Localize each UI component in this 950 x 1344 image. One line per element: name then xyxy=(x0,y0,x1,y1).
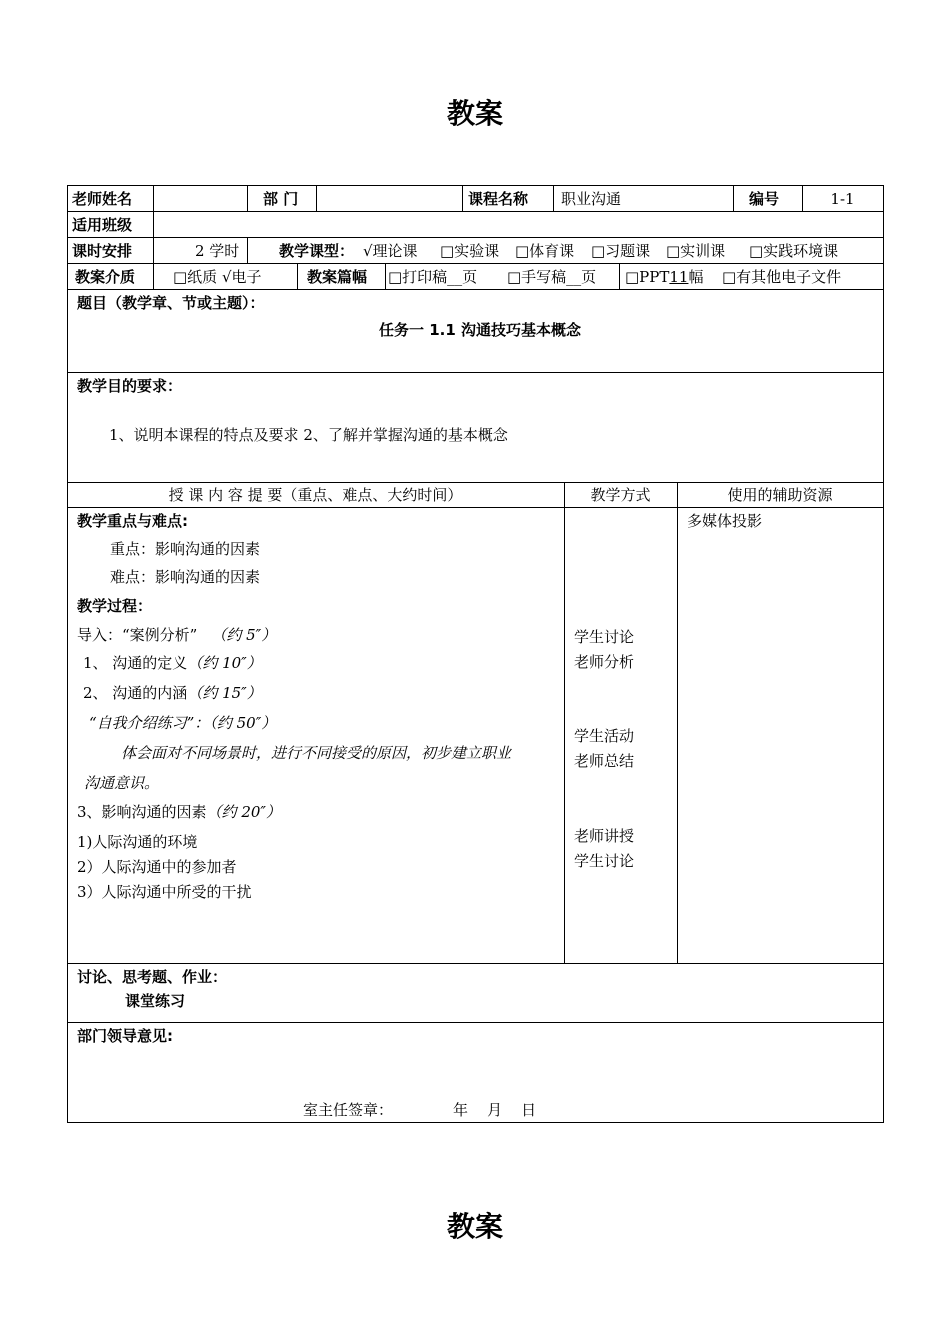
ppt-count-field xyxy=(625,267,703,287)
course-label: 课程名称 xyxy=(468,190,529,208)
exercise-line: “自我介绍练习”：（约 50″） xyxy=(89,714,277,732)
key-points-label: 教学重点与难点: xyxy=(77,512,188,530)
teacher-label: 老师姓名 xyxy=(72,190,133,208)
method-3b: 学生讨论 xyxy=(574,852,635,870)
ppt-count: 11 xyxy=(669,268,689,286)
intro-line xyxy=(77,625,276,645)
ppt-suffix: 幅 xyxy=(688,268,704,286)
class-label: 适用班级 xyxy=(72,216,133,234)
signature-label: 室主任签章： xyxy=(303,1101,394,1119)
exercise-note-1: 体会面对不同场景时，进行不同接受的原因，初步建立职业 xyxy=(121,744,512,762)
next-page-title: 教案 xyxy=(446,1210,503,1243)
type-option-exercise: □习题课 xyxy=(591,242,651,260)
method-2a: 学生活动 xyxy=(574,727,635,745)
number-label: 编号 xyxy=(749,190,780,208)
hours-value: 2 学时 xyxy=(195,242,240,260)
medium-label: 教案介质 xyxy=(75,268,136,286)
signature-date: 年 月 日 xyxy=(453,1101,537,1119)
ppt-prefix: □PPT xyxy=(625,268,670,286)
item1-main: 1、 沟通的定义 xyxy=(83,654,188,672)
key-point: 重点：影响沟通的因素 xyxy=(110,540,261,558)
content-column-header: 授 课 内 容 提 要（重点、难点、大约时间） xyxy=(168,486,463,504)
sub-item-1: 1)人际沟通的环境 xyxy=(77,833,198,851)
dept-label: 部 门 xyxy=(263,190,299,208)
difficult-point: 难点：影响沟通的因素 xyxy=(110,568,261,586)
method-1a: 学生讨论 xyxy=(574,628,635,646)
intro-main: 导入：“案例分析” xyxy=(77,626,198,644)
objectives-label: 教学目的要求： xyxy=(77,377,183,395)
type-option-lab: □实验课 xyxy=(440,242,500,260)
objectives-value: 1、说明本课程的特点及要求 2、了解并掌握沟通的基本概念 xyxy=(109,426,508,444)
course-value: 职业沟通 xyxy=(561,190,622,208)
type-label: 教学课型： xyxy=(279,242,355,260)
item3-main: 3、影响沟通的因素 xyxy=(77,803,207,821)
exercise-note-2: 沟通意识。 xyxy=(84,774,160,792)
item3-time: （约 20″） xyxy=(206,803,282,821)
medium-value: □纸质 √电子 xyxy=(173,268,262,286)
lesson-plan-table xyxy=(67,185,884,1123)
method-3a: 老师讲授 xyxy=(574,827,635,845)
intro-time: （约 5″） xyxy=(211,626,277,644)
hours-label: 课时安排 xyxy=(72,242,133,260)
method-2b: 老师总结 xyxy=(574,752,635,770)
discussion-label: 讨论、思考题、作业： xyxy=(77,968,228,986)
other-files: □有其他电子文件 xyxy=(722,268,842,286)
item1-line xyxy=(83,653,262,673)
item2-time: （约 15″） xyxy=(187,684,262,702)
approval-label: 部门领导意见: xyxy=(77,1027,173,1045)
length-label: 教案篇幅 xyxy=(307,268,368,286)
item1-time: （约 10″） xyxy=(187,654,262,672)
item2-line xyxy=(83,683,262,703)
page-title: 教案 xyxy=(446,97,503,130)
type-option-practice: □实践环境课 xyxy=(749,242,839,260)
type-option-theory: √理论课 xyxy=(363,242,418,260)
sub-item-3: 3）人际沟通中所受的干扰 xyxy=(77,883,252,901)
sub-item-2: 2）人际沟通中的参加者 xyxy=(77,858,237,876)
hand-draft: □手写稿__页 xyxy=(507,268,597,286)
resources-column-header: 使用的辅助资源 xyxy=(727,486,833,504)
type-option-pe: □体育课 xyxy=(515,242,575,260)
method-column-header: 教学方式 xyxy=(590,486,651,504)
item3-line xyxy=(77,802,281,822)
type-option-training: □实训课 xyxy=(666,242,726,260)
number-value: 1-1 xyxy=(830,190,855,208)
item2-main: 2、 沟通的内涵 xyxy=(83,684,188,702)
topic-value: 任务一 1.1 沟通技巧基本概念 xyxy=(379,321,582,339)
topic-label: 题目（教学章、节或主题）： xyxy=(77,294,265,312)
method-1b: 老师分析 xyxy=(574,653,635,671)
process-label: 教学过程： xyxy=(77,597,153,615)
discussion-value: 课堂练习 xyxy=(125,992,186,1010)
resource-1: 多媒体投影 xyxy=(687,512,763,530)
print-draft: □打印稿__页 xyxy=(388,268,478,286)
